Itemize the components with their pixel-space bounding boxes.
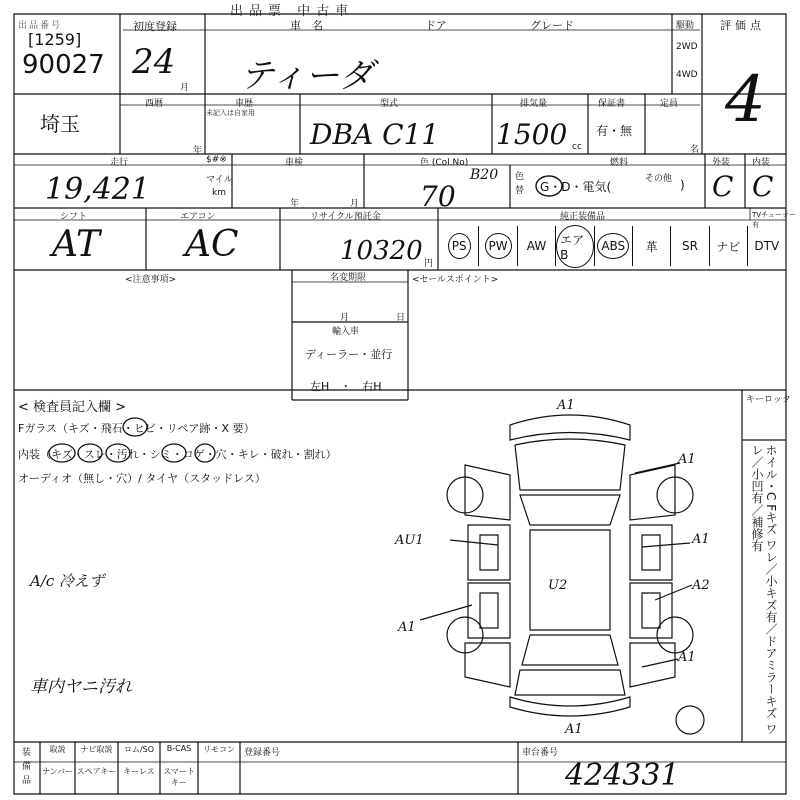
grade-label: グレード <box>530 19 574 32</box>
first-reg-month: 月 <box>180 83 190 93</box>
interior-grade: C <box>752 170 774 203</box>
shaken-year: 年 <box>290 199 300 209</box>
inspector-marks <box>40 414 340 484</box>
aircon-value: AC <box>185 224 239 265</box>
equip-label: 純正装備品 <box>560 212 606 222</box>
bottom-equip-item: ナビ取説 <box>80 745 113 754</box>
model-value: DBA C11 <box>310 118 440 151</box>
cc-unit: cc <box>572 142 582 152</box>
bottom-equip-item: 取説 <box>49 745 66 754</box>
bottom-equip-item: リモコン <box>203 745 235 754</box>
exterior-grade: C <box>712 170 734 203</box>
inspector-audio: オーディオ（無し・穴）/ タイヤ（スタッドレス） <box>18 472 266 485</box>
damage-label-rear-right-fender: A1 <box>678 650 696 665</box>
color-change: 色替 <box>515 172 525 196</box>
displacement-label: 排気量 <box>520 99 548 109</box>
aircon-label: エアコン <box>180 212 216 222</box>
fuel-label: 燃料 <box>610 158 629 168</box>
equipment-item: SR <box>670 226 708 266</box>
first-reg-label: 初度登録 <box>133 20 177 33</box>
equipment-item: PS <box>440 226 478 266</box>
lot-number-bracket: [1259] <box>28 30 82 49</box>
people-unit: 名 <box>690 145 700 155</box>
displacement-value: 1500 <box>496 118 568 151</box>
damage-label-right-front-door: A1 <box>692 532 710 547</box>
lot-number: 90027 <box>22 50 105 80</box>
recycle-value: 10320 <box>340 236 423 266</box>
mile-unit: マイル <box>206 175 233 185</box>
sales-label: <セールスポイント> <box>412 275 499 285</box>
drive-label: 駆動 <box>676 21 695 31</box>
mileage-label: 走行 <box>110 158 129 168</box>
damage-label-rear-bumper: A1 <box>565 722 583 737</box>
model-label: 型式 <box>380 99 399 109</box>
door-label: ドア <box>425 19 447 32</box>
damage-label-front-right-fender: A1 <box>678 452 696 467</box>
lot-header: 出品番号 <box>18 21 63 31</box>
equipment-row-2 <box>40 766 198 787</box>
equipment-item: ABS <box>594 226 632 266</box>
bottom-equip-item: ロム/SO <box>123 745 155 754</box>
warranty-value: 有・無 <box>596 124 633 138</box>
damage-label-front-bumper: A1 <box>557 398 575 413</box>
fuel-value: G・D・電気( <box>540 180 612 194</box>
dealer-option: ディーラー・並行 <box>305 348 393 361</box>
color-label: 色 (Col.No) <box>420 158 469 168</box>
inspector-interior: 内装（キズ・スレ・汚れ・シミ・コゲ・穴・キレ・破れ・割れ） <box>18 448 337 461</box>
history-sub: 未記入は自家用 <box>206 109 255 117</box>
shaken-label: 車検 <box>285 158 304 168</box>
drive-2wd: 2WD <box>676 42 698 52</box>
exterior-label: 外装 <box>712 158 731 168</box>
damage-label-roof: U2 <box>548 578 568 593</box>
seireki-label: 西暦 <box>145 99 164 109</box>
bottom-equip-item: ナンバー <box>41 767 74 776</box>
keylock-label: キーロック <box>746 395 791 405</box>
car-name-label: 車 名 <box>290 19 323 32</box>
caution-label: <注意事項> <box>125 275 177 285</box>
name-change-label: 名変期限 <box>330 273 367 283</box>
color-value: 70 <box>420 180 456 213</box>
damage-label-left-front-door: AU1 <box>395 533 424 548</box>
equipment-item: PW <box>478 226 516 266</box>
equipment-item: DTV <box>747 226 785 266</box>
warranty-label: 保証書 <box>598 99 626 109</box>
chassis-label: 車台番号 <box>522 748 559 758</box>
mileage-unit-s: $#※ <box>206 155 227 165</box>
damage-label-right-rear-door: A2 <box>692 578 710 593</box>
inspector-fglass: Fガラス（キズ・飛石・ヒビ・リペア跡・X 要） <box>18 422 255 435</box>
km-unit: km <box>212 188 226 198</box>
import-label: 輸入車 <box>332 327 360 337</box>
equipment-item: ナビ <box>709 226 747 266</box>
equipment-item: AW <box>517 226 555 266</box>
first-reg-value: 24 <box>132 42 176 82</box>
fuel-close: ) <box>680 178 685 192</box>
fuel-g-circle <box>534 174 564 198</box>
equipment-row-1 <box>40 744 240 760</box>
inspector-title: < 検査員記入欄 > <box>18 400 127 415</box>
equipment-list <box>440 226 786 266</box>
tv-tuner-label: TVチューナー有 <box>752 211 796 229</box>
recycle-label: リサイクル預託金 <box>310 212 381 222</box>
eval-score: 4 <box>725 63 766 137</box>
shift-label: シフト <box>60 212 88 222</box>
region: 埼玉 <box>40 112 80 136</box>
bottom-equip-item: スマートキー <box>163 767 195 787</box>
handle-option: 左H ・ 右H <box>310 380 382 393</box>
mileage-value: 19,421 <box>45 172 150 207</box>
shift-value: AT <box>52 224 101 265</box>
bottom-equip-item: スペアキー <box>76 767 117 776</box>
chassis-number: 424331 <box>565 758 680 793</box>
recycle-unit: 円 <box>424 259 434 269</box>
car-name-value: ティーダ <box>240 56 374 96</box>
bottom-equip-item: キーレス <box>123 767 155 776</box>
note-interior-stain: 車内ヤニ汚れ <box>30 677 132 697</box>
bottom-side-label: 装備品 <box>22 748 32 786</box>
eval-label: 評価点 <box>720 19 765 32</box>
shaken-month: 月 <box>350 199 360 209</box>
drive-4wd: 4WD <box>676 70 698 80</box>
name-change-month: 月 <box>340 313 350 323</box>
name-change-day: 日 <box>396 313 406 323</box>
history-label: 車歴 <box>235 99 254 109</box>
damage-label-left-rear: A1 <box>398 620 416 635</box>
car-diagram <box>380 395 740 740</box>
year-label: 年 <box>193 146 203 156</box>
equipment-item: 革 <box>632 226 670 266</box>
capacity-label: 定員 <box>660 99 679 109</box>
side-legend: ホイル・C Fキズ ワレ／小キズ有／ドアミラーキズ ワレ／小凹有／補修有 <box>750 444 778 735</box>
color-code: B20 <box>470 167 499 183</box>
fuel-other: その他 <box>645 174 673 184</box>
reg-number-label: 登録番号 <box>244 748 281 758</box>
bottom-equip-item: B-CAS <box>166 744 192 753</box>
form-top-title: 出品票 中古車 <box>230 4 355 19</box>
note-ac: A/c 冷えず <box>30 572 105 590</box>
interior-label: 内装 <box>752 158 771 168</box>
equipment-item: エアB <box>555 226 593 266</box>
